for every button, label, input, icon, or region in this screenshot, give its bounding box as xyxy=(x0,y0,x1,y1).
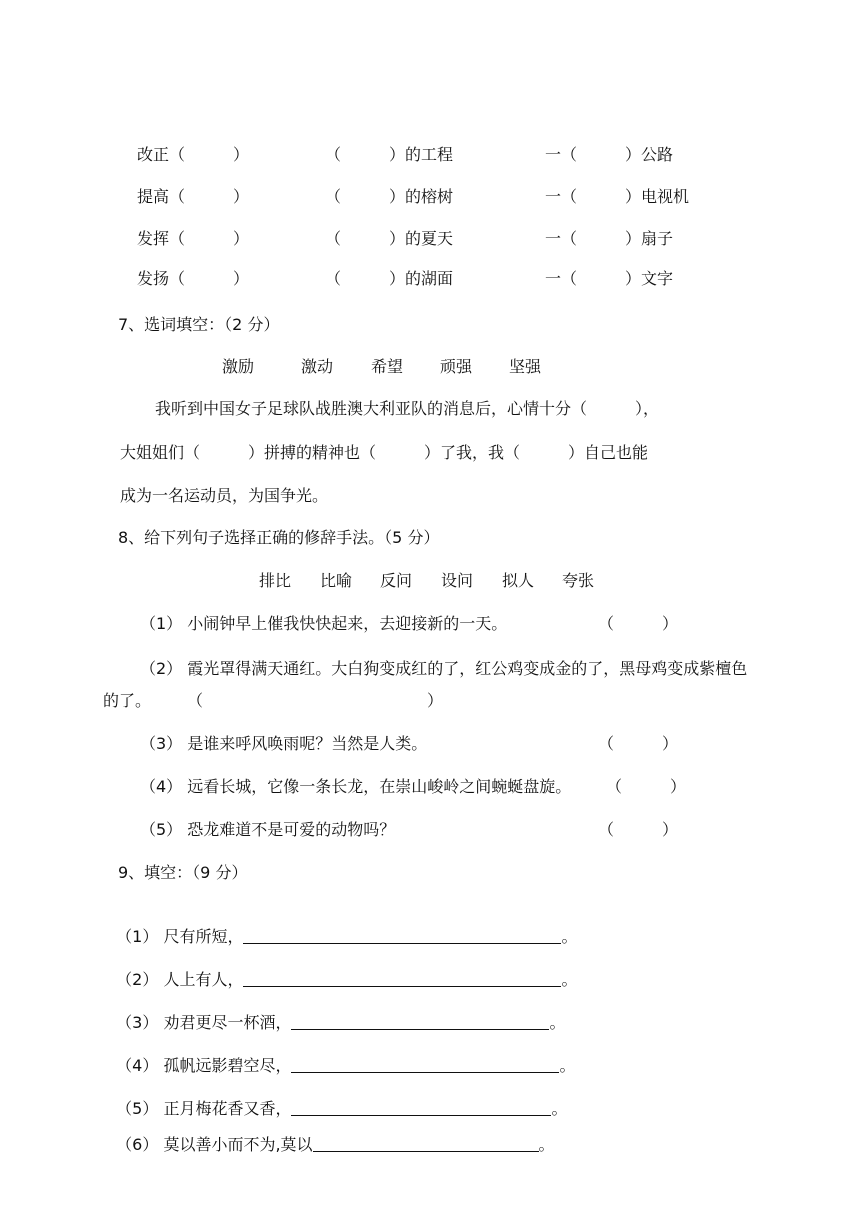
q9-title: 9、填空：（9 分） xyxy=(118,863,248,882)
q9-item-5 xyxy=(106,1079,567,1119)
table-r3-c2: （ ）的夏天 xyxy=(325,229,454,248)
q8-sentence-2: （2） 霞光罩得满天通红。大白狗变成红的了，红公鸡变成金的了，黑母鸡变成紫檀色 xyxy=(140,659,748,678)
q9-item-text: 孤帆远影碧空尽， xyxy=(163,1056,292,1075)
table-r2-c1: 提高（ ） xyxy=(137,187,250,206)
table-r1-c1: 改正（ ） xyxy=(137,145,250,164)
table-r3-c1: 发挥（ ） xyxy=(137,229,250,248)
q9-item-end: 。 xyxy=(538,1135,555,1154)
q9-item-num: （6） xyxy=(116,1135,159,1154)
q9-item-text: 劝君更尽一杯酒， xyxy=(163,1013,292,1032)
answer-blank-line[interactable] xyxy=(313,1136,539,1152)
q9-item-end: 。 xyxy=(551,1099,568,1118)
q8-sentence-1: （1） 小闹钟早上催我快快起来，去迎接新的一天。 xyxy=(140,614,508,633)
q9-item-text: 尺有所短， xyxy=(163,927,244,946)
q8-answer-5: （ ） xyxy=(598,820,679,839)
q9-item-num: （1） xyxy=(116,927,159,946)
q8-answer-2: （ ） xyxy=(187,691,444,710)
q7-word-3: 希望 xyxy=(371,357,404,376)
q8-answer-4: （ ） xyxy=(606,777,687,796)
q9-item-text: 人上有人， xyxy=(163,970,244,989)
q8-sentence-5: （5） 恐龙难道不是可爱的动物吗？ xyxy=(140,820,396,839)
q9-item-4 xyxy=(106,1036,575,1076)
answer-blank-line[interactable] xyxy=(291,1100,551,1116)
table-r2-c3: 一（ ）电视机 xyxy=(545,187,690,206)
q9-item-6 xyxy=(106,1115,555,1155)
q9-item-text: 正月梅花香又香， xyxy=(163,1099,292,1118)
q8-sentence-2-cont: 的了。 xyxy=(103,691,152,710)
q9-item-1 xyxy=(106,907,577,947)
table-r2-c2: （ ）的榕树 xyxy=(325,187,454,206)
q8-option-5: 拟人 xyxy=(502,571,535,590)
q9-item-num: （3） xyxy=(116,1013,159,1032)
q7-line-3: 成为一名运动员，为国争光。 xyxy=(120,486,329,505)
table-r3-c3: 一（ ）扇子 xyxy=(545,229,674,248)
answer-blank-line[interactable] xyxy=(291,1014,549,1030)
q8-answer-3: （ ） xyxy=(598,734,679,753)
q8-sentence-3: （3） 是谁来呼风唤雨呢？当然是人类。 xyxy=(140,734,428,753)
answer-blank-line[interactable] xyxy=(291,1057,559,1073)
q9-item-end: 。 xyxy=(561,970,578,989)
q8-answer-1: （ ） xyxy=(598,614,679,633)
q9-item-end: 。 xyxy=(561,927,578,946)
q7-word-5: 坚强 xyxy=(509,357,542,376)
q9-item-3 xyxy=(106,993,565,1033)
q9-item-2 xyxy=(106,950,577,990)
q9-item-end: 。 xyxy=(559,1056,576,1075)
q9-item-end: 。 xyxy=(549,1013,566,1032)
q7-word-2: 激动 xyxy=(301,357,334,376)
q8-title: 8、给下列句子选择正确的修辞手法。（5 分） xyxy=(118,528,440,547)
table-r1-c2: （ ）的工程 xyxy=(325,145,454,164)
q9-item-num: （2） xyxy=(116,970,159,989)
q7-word-4: 顽强 xyxy=(440,357,473,376)
q7-title: 7、选词填空：（2 分） xyxy=(118,315,280,334)
q7-line-2: 大姐姐们（ ）拼搏的精神也（ ）了我，我（ ）自己也能 xyxy=(120,443,649,462)
q9-item-num: （5） xyxy=(116,1099,159,1118)
table-r4-c1: 发扬（ ） xyxy=(137,269,250,288)
answer-blank-line[interactable] xyxy=(243,971,561,987)
answer-blank-line[interactable] xyxy=(243,928,561,944)
q7-line-1: 我听到中国女子足球队战胜澳大利亚队的消息后，心情十分（ ）， xyxy=(155,399,660,418)
q8-option-2: 比喻 xyxy=(320,571,353,590)
q8-option-1: 排比 xyxy=(259,571,292,590)
q9-item-num: （4） xyxy=(116,1056,159,1075)
q8-option-6: 夸张 xyxy=(562,571,595,590)
table-r1-c3: 一（ ）公路 xyxy=(545,145,674,164)
q9-item-text: 莫以善小而不为,莫以 xyxy=(163,1135,313,1154)
q8-sentence-4: （4） 远看长城，它像一条长龙，在崇山峻岭之间蜿蜒盘旋。 xyxy=(140,777,572,796)
table-r4-c3: 一（ ）文字 xyxy=(545,269,674,288)
q7-word-1: 激励 xyxy=(222,357,255,376)
q8-option-4: 设问 xyxy=(441,571,474,590)
table-r4-c2: （ ）的湖面 xyxy=(325,269,454,288)
q8-option-3: 反问 xyxy=(380,571,413,590)
